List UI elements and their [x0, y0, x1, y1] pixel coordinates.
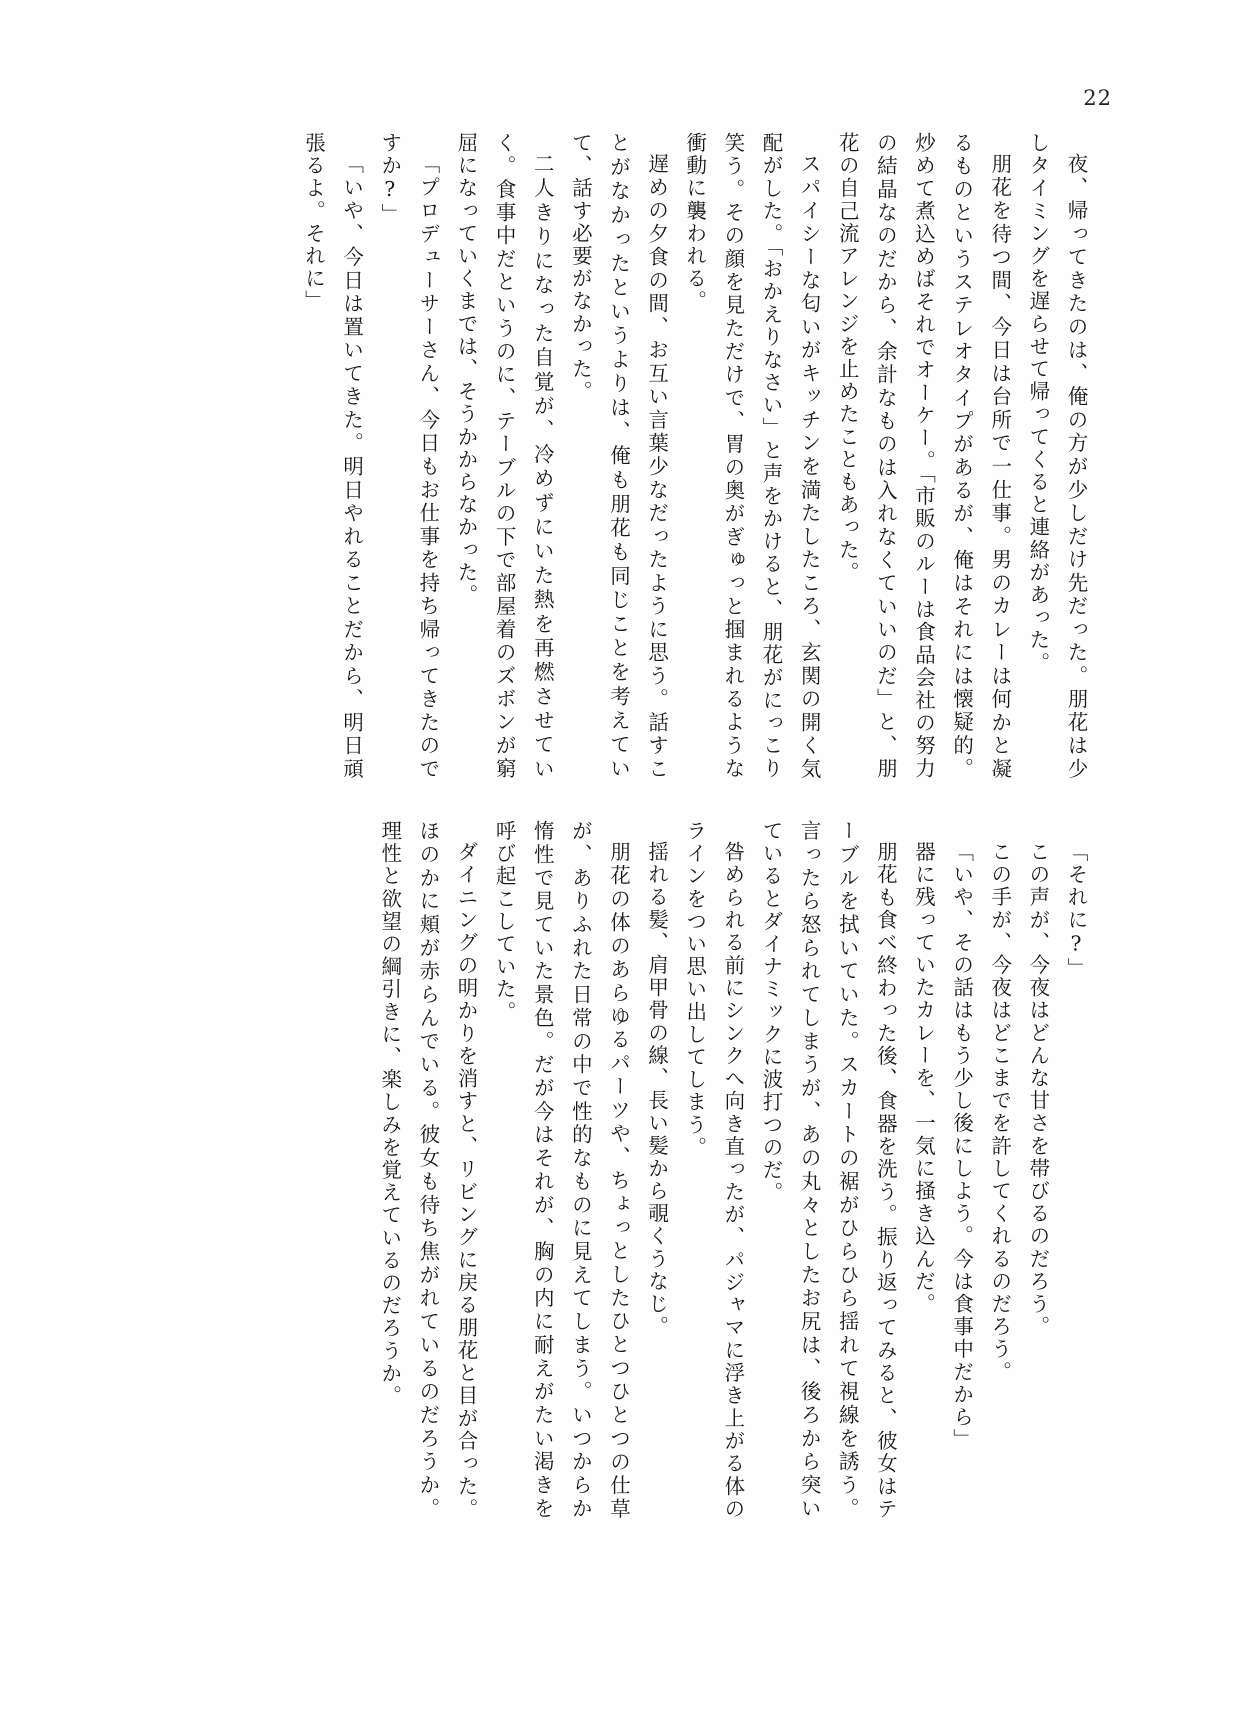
body-text-area	[250, 132, 1095, 1532]
paragraph: スパイシーな匂いがキッチンを満たしたころ、玄関の開く気配がした。「おかえりなさい」と声をかけると、朋花がにっこり笑う。その顔を見ただけで、胃の奥がぎゅっと掴まれるような衝動に襲われる。	[682, 132, 822, 780]
paragraph: 二人きりになった自覚が、冷めずにいた熱を再燃させていく。食事中だというのに、テーブルの下で部屋着のズボンが窮屈になっていくまでは、そうかからなかった。	[454, 132, 555, 780]
paragraph: 「いや、今日は置いてきた。明日やれることだから、明日頑張るよ。それに」	[301, 132, 364, 780]
paragraph: 「いや、その話はもう少し後にしよう。今は食事中だから」	[949, 840, 974, 1451]
text-block-2	[250, 820, 1095, 1520]
page-number: 22	[1083, 86, 1112, 110]
paragraph: この手が、今夜はどこまでを許してくれるのだろう。	[987, 840, 1012, 1383]
paragraph: 朋花を待つ間、今日は台所で一仕事。男のカレーは何かと凝るものというステレオタイプがあるが、俺はそれには懐疑的。炒めて煮込めばそれでオーケー。「市販のルーは食品会社の努力の結晶なのだから、余計なものは入れなくていいのだ」と、朋花の自己流アレンジを止めたこともあった。	[835, 132, 1012, 780]
paragraph: 朋花の体のあらゆるパーツや、ちょっとしたひとつひとつの仕草が、ありふれた日常の中で性的なものに見えてしまう。いつからか惰性で見ていた景色。だが今はそれが、胸の内に耐えがたい渇きを呼び起こしていた。	[492, 820, 631, 1520]
paragraph: 揺れる髪、肩甲骨の線、長い髪から覗くうなじ。	[644, 840, 669, 1338]
text-block-1	[250, 132, 1095, 780]
paragraph: 「プロデューサーさん、今日もお仕事を持ち帰ってきたのですか?」	[377, 132, 440, 780]
paragraph: 夜、帰ってきたのは、俺の方が少しだけ先だった。朋花は少しタイミングを遅らせて帰ってくると連絡があった。	[1025, 132, 1088, 780]
paragraph: 器に残っていたカレーを、一気に掻き込んだ。	[911, 840, 936, 1316]
paragraph: 遅めの夕食の間、お互い言葉少なだったように思う。話すことがなかったというよりは、俺も朋花も同じことを考えていて、話す必要がなかった。	[568, 132, 669, 780]
paragraph: 咎められる前にシンクへ向き直ったが、パジャマに浮き上がる体のラインをつい思い出してしまう。	[682, 820, 745, 1520]
paragraph: ダイニングの明かりを消すと、リビングに戻る朋花と目が合った。ほのかに頬が赤らんでいる。彼女も待ち焦がれているのだろうか。理性と欲望の綱引きに、楽しみを覚えているのだろうか。	[377, 820, 478, 1520]
paragraph: 「それに?」	[1064, 840, 1088, 980]
paragraph: 朋花も食べ終わった後、食器を洗う。振り返ってみると、彼女はテーブルを拭いていた。スカートの裾がひらひら揺れて視線を誘う。言ったら怒られてしまうが、あの丸々としたお尻は、後ろから突いているとダイナミックに波打つのだ。	[759, 820, 898, 1520]
paragraph: この声が、今夜はどんな甘さを帯びるのだろう。	[1025, 840, 1050, 1338]
